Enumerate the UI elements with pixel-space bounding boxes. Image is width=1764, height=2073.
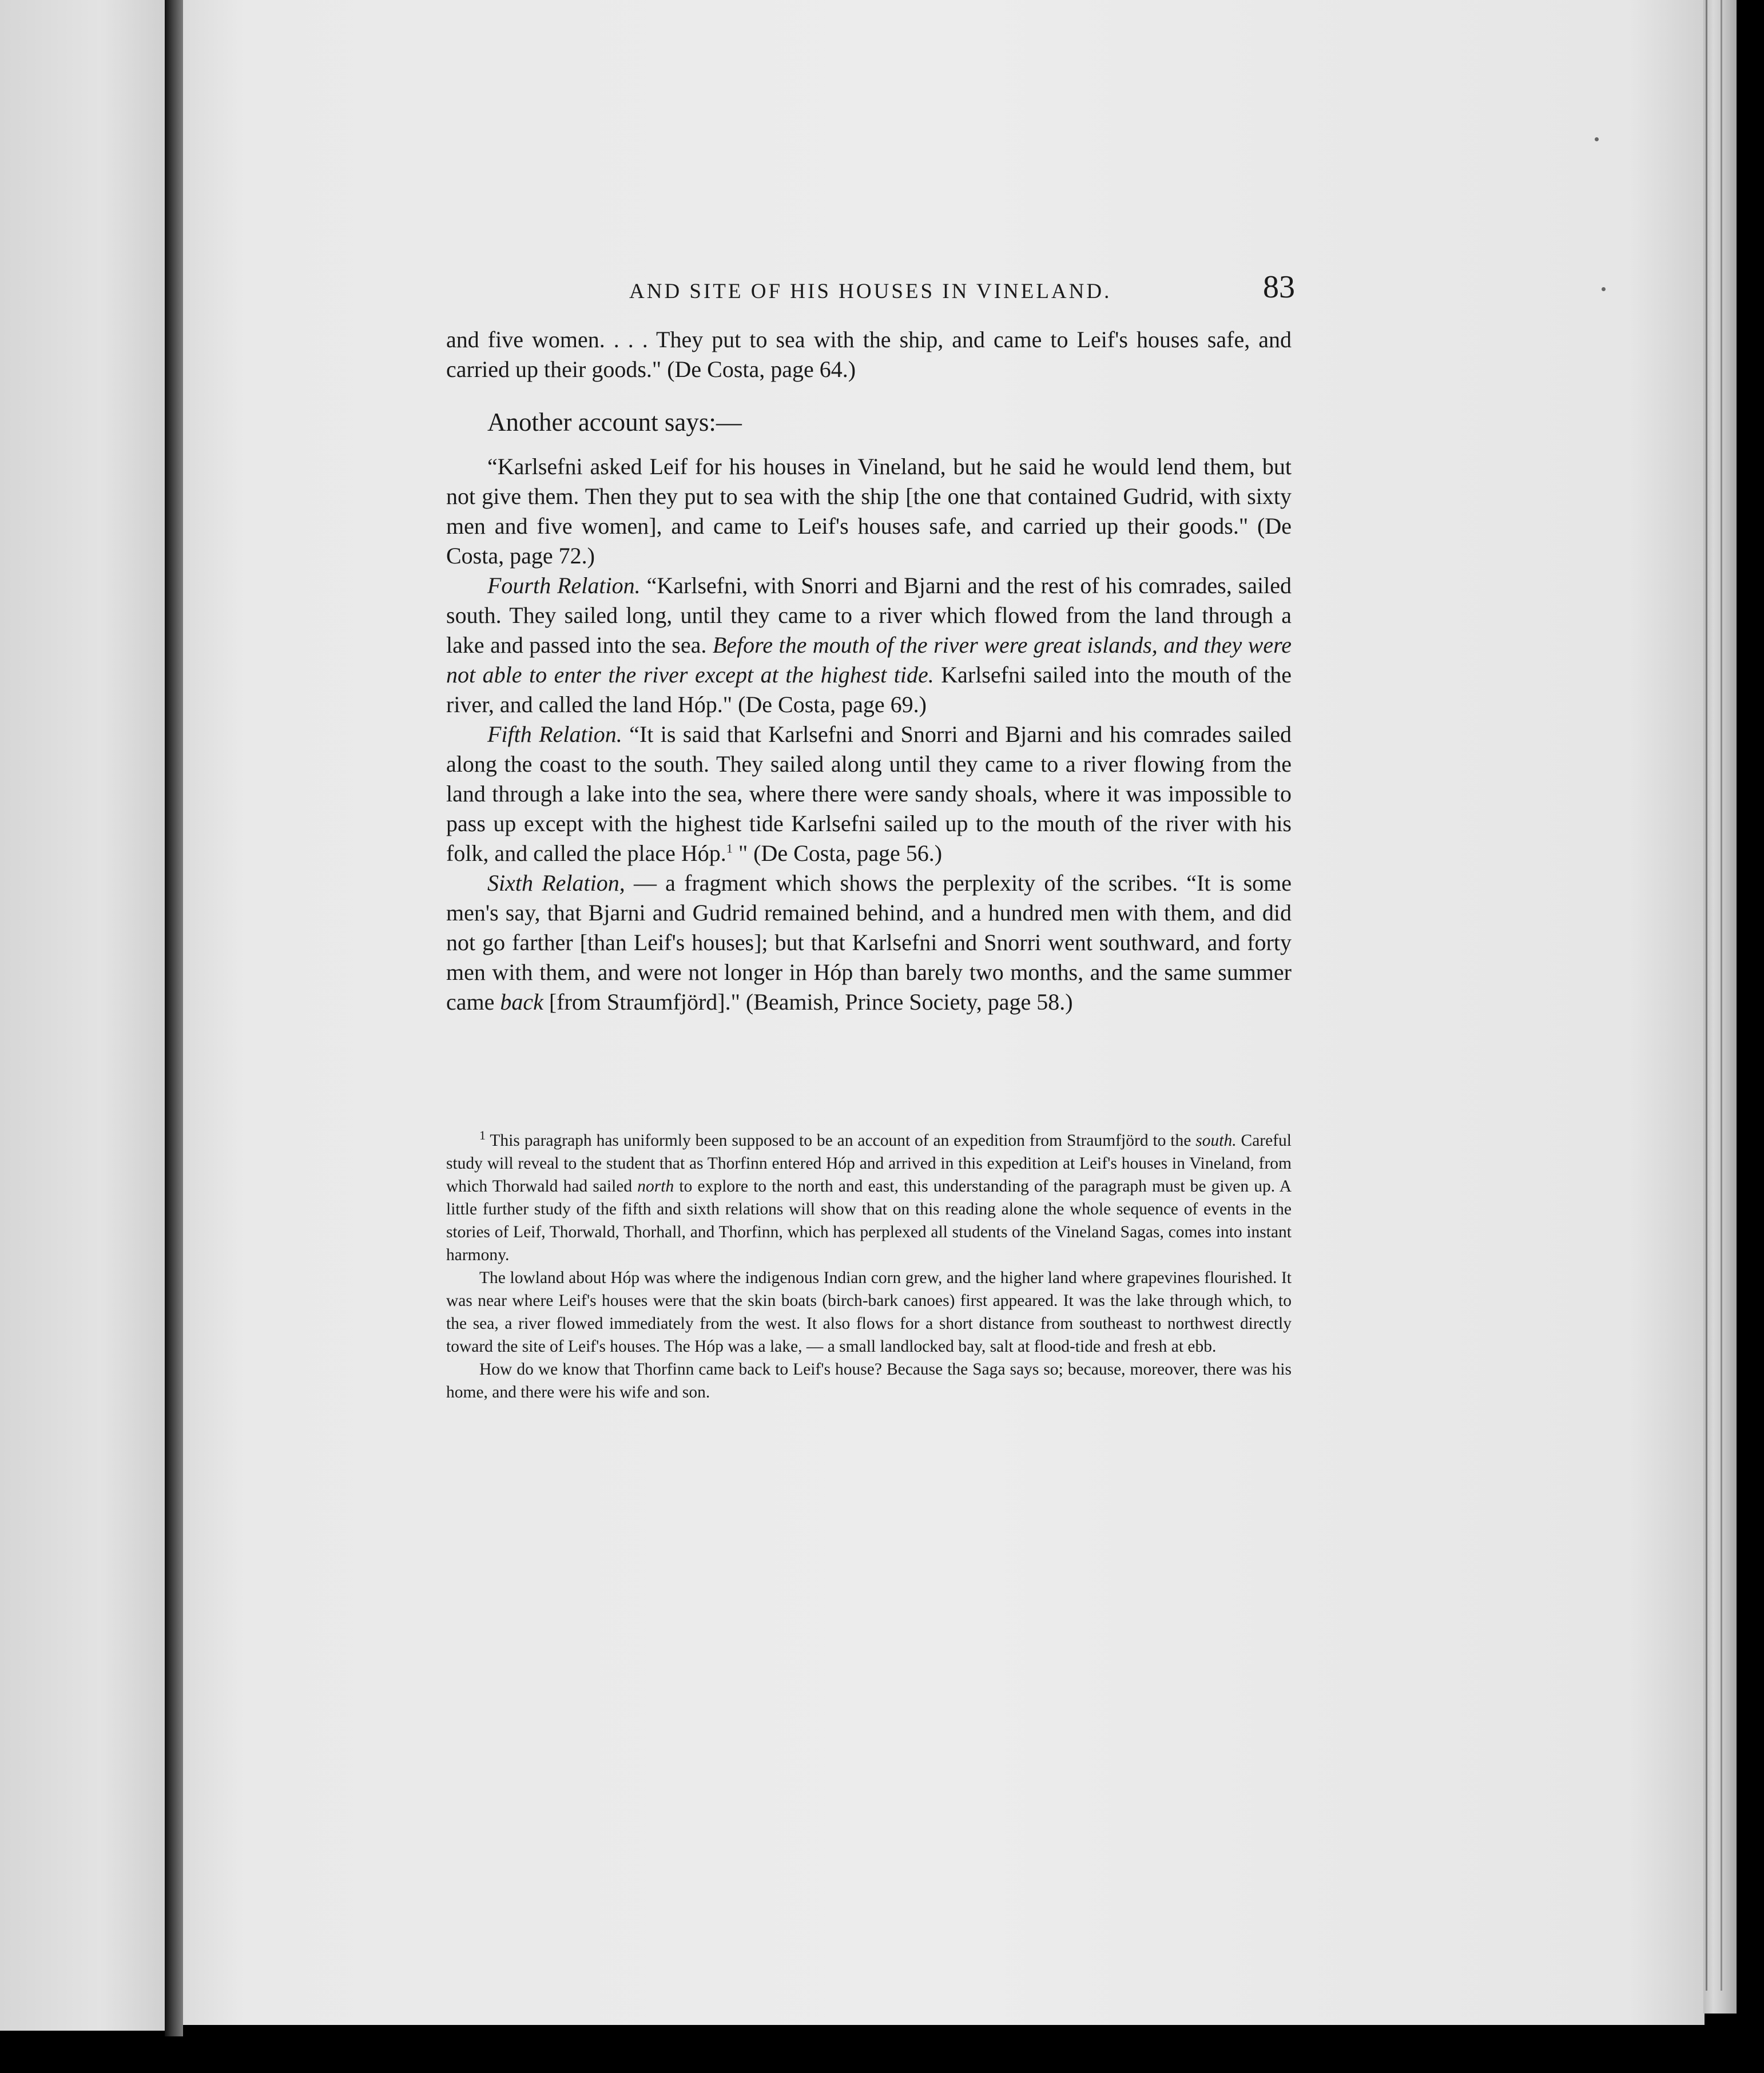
- footnote: The lowland about Hóp was where the indigenous Indian corn grew, and the higher land where grapevines flourished. It was near where Leif's houses were that the skin boats (birch-bark canoes) first appeared. It was the lake through which, to the sea, a river flowed immediately from the west. It also flows for a short distance from southeast to northwest directly toward the site of Leif's houses. The Hóp was a lake, — a small landlocked bay, salt at flood-tide and fresh at ebb.: [446, 1269, 1292, 1356]
- footnote-text: Careful study will reveal to the student that as Thorfinn entered Hóp and arrived in this expedition at Leif's houses in Vineland, from which Thorwald had sailed: [446, 1131, 1292, 1196]
- page-edges: [1703, 0, 1737, 2014]
- paragraph-text: Karlsefni sailed into the mouth of the river, and called the land Hóp." (De Costa, page 69.): [446, 662, 1292, 717]
- scan-border: [183, 2025, 1739, 2073]
- footnotes: [446, 1129, 1292, 1404]
- footnote-marker: 1: [479, 1128, 486, 1143]
- facing-page: [0, 0, 167, 2031]
- footnote: [446, 1129, 1292, 1266]
- paragraph: [446, 868, 1292, 1017]
- relation-label: Fourth Relation.: [487, 573, 641, 598]
- dust-speck: [1595, 137, 1599, 141]
- relation-label: Fifth Relation.: [487, 721, 622, 747]
- italic-text: Before the mouth of the river were great islands, and they were not able to enter the river except at the highest tide.: [446, 632, 1292, 688]
- section-heading: Another account says:—: [487, 408, 742, 436]
- italic-text: south.: [1195, 1131, 1237, 1150]
- footnote: How do we know that Thorfinn came back to Leif's house? Because the Saga says so; because, moreover, there was his home, and there were his wife and son.: [446, 1360, 1292, 1401]
- dust-speck: [1602, 287, 1606, 291]
- paragraph: [446, 571, 1292, 720]
- main-text: [446, 325, 1292, 1017]
- italic-text: north: [637, 1177, 674, 1196]
- footnote-text: This paragraph has uniformly been supposed to be an account of an expedition from Straumfjörd to the: [486, 1131, 1196, 1150]
- paragraph: [446, 720, 1292, 868]
- paragraph-text: “It is said that Karlsefni and Snorri and Bjarni and his comrades sailed along the coast to the south. They sailed along until they came to a river flowing from the land through a lake into the sea, where there were sandy shoals, where it was impossible to pass up except with the highest tide Karlsefni sailed up to the mouth of the river with his folk, and called the place Hóp.: [446, 721, 1292, 866]
- paragraph: and five women. . . . They put to sea with the ship, and came to Leif's houses safe, and carried up their goods." (De Costa, page 64.): [446, 327, 1292, 382]
- page-edge-line: [1706, 0, 1707, 1991]
- paragraph-text: — a fragment which shows the perplexity of the scribes. “It is some men's say, that Bjarni and Gudrid remained behind, and a hundred men with them, and did not go farther [than Leif's houses]; but that Karlsefni and Snorri went southward, and forty men with them, and were not longer in Hóp than barely two months, and the same summer came: [446, 870, 1292, 1015]
- paragraph: “Karlsefni asked Leif for his houses in Vineland, but he said he would lend them, but not give them. Then they put to sea with the ship [the one that contained Gudrid, with sixty men and five women], and came to Leif's houses safe, and carried up their goods." (De Costa, page 72.): [446, 454, 1292, 569]
- footnote-marker: 1: [726, 841, 733, 856]
- page-edge-line: [1721, 0, 1722, 1991]
- running-title: AND SITE OF HIS HOUSES IN VINELAND.: [629, 280, 1112, 303]
- relation-label: Sixth Relation,: [487, 870, 625, 896]
- italic-text: back: [500, 989, 543, 1015]
- paragraph-text: “Karlsefni, with Snorri and Bjarni and the rest of his comrades, sailed south. They sailed long, until they came to a river which flowed from the land through a lake and passed into the sea.: [446, 573, 1292, 658]
- paragraph-text: " (De Costa, page 56.): [732, 840, 943, 866]
- paragraph-text: [from Straumfjörd]." (Beamish, Prince Society, page 58.): [543, 989, 1073, 1015]
- footnote-text: to explore to the north and east, this understanding of the paragraph must be given up. A little further study of the fifth and sixth relations will show that on this reading alone the whole sequence of events in the stories of Leif, Thorwald, Thorhall, and Thorfinn, which has perplexed all students of the Vineland Sagas, comes into instant harmony.: [446, 1177, 1292, 1264]
- book-gutter: [165, 0, 185, 2036]
- page-number: 83: [1263, 269, 1295, 305]
